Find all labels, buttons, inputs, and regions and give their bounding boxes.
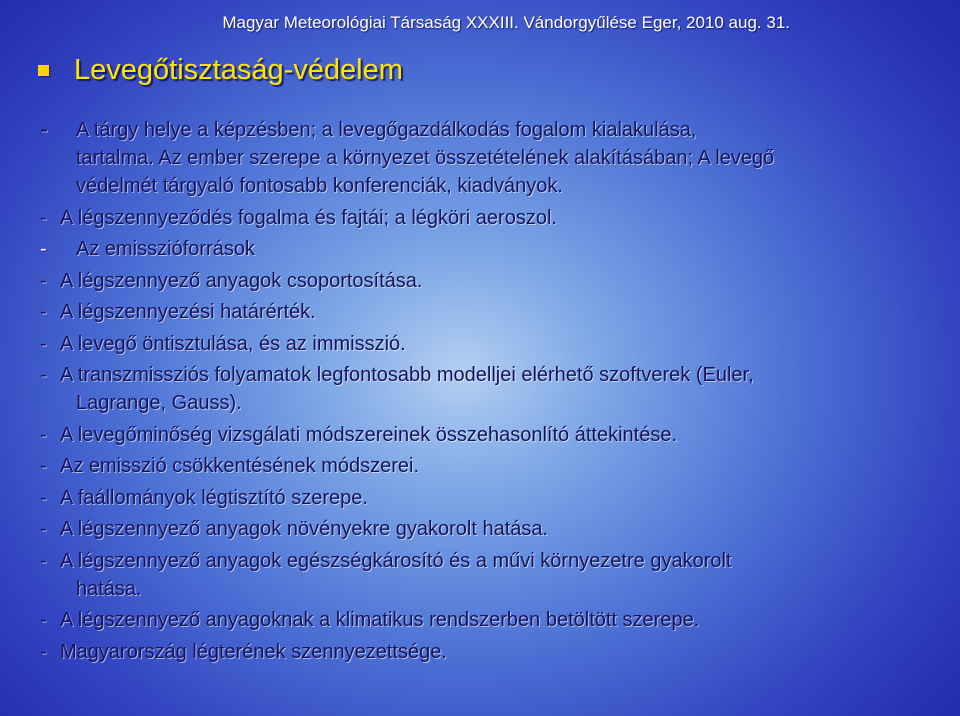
list-item-text — [60, 235, 940, 263]
title-bullet-icon — [38, 65, 49, 76]
list-item-line: A transzmissziós folyamatok legfontosabb modelljei elérhető szoftverek (Euler, — [60, 364, 754, 386]
conference-header: Magyar Meteorológiai Társaság XXXIII. Vándorgyűlése Eger, 2010 aug. 31. — [222, 13, 790, 32]
list-item-line: A levegő öntisztulása, és az immisszió. — [60, 332, 406, 355]
slide-title: Levegőtisztaság-védelem — [74, 54, 403, 86]
list-item-line: A légszennyező anyagok egészségkárosító és a művi környezetre gyakorolt — [60, 549, 732, 572]
list-dash: - — [40, 116, 48, 143]
list-item — [40, 361, 940, 417]
list-item — [40, 421, 940, 449]
list-item-text — [60, 204, 940, 232]
list-item-text — [60, 606, 940, 634]
list-item-line: Az emisszióforrások — [76, 238, 255, 260]
list-item — [40, 547, 940, 603]
list-item-line: Lagrange, Gauss). — [76, 392, 242, 414]
list-dash: - — [40, 238, 47, 260]
list-item-line: védelmét tárgyaló fontosabb konferenciák, kiadványok. — [76, 175, 563, 197]
list-item-text — [60, 116, 940, 200]
list-dash: - — [40, 518, 47, 540]
list-item-text — [60, 298, 940, 326]
list-dash: - — [40, 269, 47, 292]
list-item — [40, 638, 940, 666]
list-dash: - — [40, 486, 47, 509]
list-dash: - — [40, 206, 47, 229]
list-item — [40, 298, 940, 326]
list-item — [40, 452, 940, 480]
list-dash: - — [40, 609, 47, 631]
list-item-text — [60, 267, 940, 295]
list-item — [40, 235, 940, 263]
list-item-line: Magyarország légterének szennyezettsége. — [60, 640, 447, 663]
list-item — [40, 330, 940, 358]
list-item-line: A légszennyeződés fogalma és fajtái; a légköri aeroszol. — [60, 206, 557, 229]
list-item-line: A légszennyező anyagoknak a klimatikus rendszerben betöltött szerepe. — [60, 609, 700, 631]
list-item-text — [60, 421, 940, 449]
list-item-line: tartalma. Az ember szerepe a környezet összetételének alakításában; A levegő — [76, 147, 775, 169]
list-item-text — [60, 361, 940, 417]
list-item — [40, 204, 940, 232]
list-item-text — [60, 330, 940, 358]
list-item — [40, 515, 940, 543]
list-dash: - — [40, 423, 47, 446]
list-dash: - — [40, 332, 47, 355]
list-item-line: A faállományok légtisztító szerepe. — [60, 486, 368, 509]
list-item-line: Az emisszió csökkentésének módszerei. — [60, 455, 420, 477]
list-item — [40, 267, 940, 295]
list-item-text — [60, 452, 940, 480]
list-item-text — [60, 515, 940, 543]
list-item-line: A légszennyezési határérték. — [60, 301, 316, 323]
list-item-text — [60, 547, 940, 603]
list-item — [40, 484, 940, 512]
list-item — [40, 606, 940, 634]
list-dash: - — [40, 455, 47, 477]
list-dash: - — [40, 549, 47, 572]
list-item-text — [60, 638, 940, 666]
list-item-line: A légszennyező anyagok csoportosítása. — [60, 269, 423, 292]
list-item-line: A légszennyező anyagok növényekre gyakorolt hatása. — [60, 518, 549, 540]
list-dash: - — [40, 301, 47, 323]
list-item-line: A tárgy helye a képzésben; a levegőgazdálkodás fogalom kialakulása, — [76, 119, 697, 141]
list-item — [40, 116, 940, 200]
slide-title-row — [38, 54, 403, 87]
topic-list — [40, 116, 940, 669]
list-dash: - — [40, 364, 47, 386]
list-dash: - — [40, 640, 47, 663]
list-item-line: A levegőminőség vizsgálati módszereinek összehasonlító áttekintése. — [60, 423, 678, 446]
list-item-line: hatása. — [76, 577, 142, 600]
list-item-text — [60, 484, 940, 512]
